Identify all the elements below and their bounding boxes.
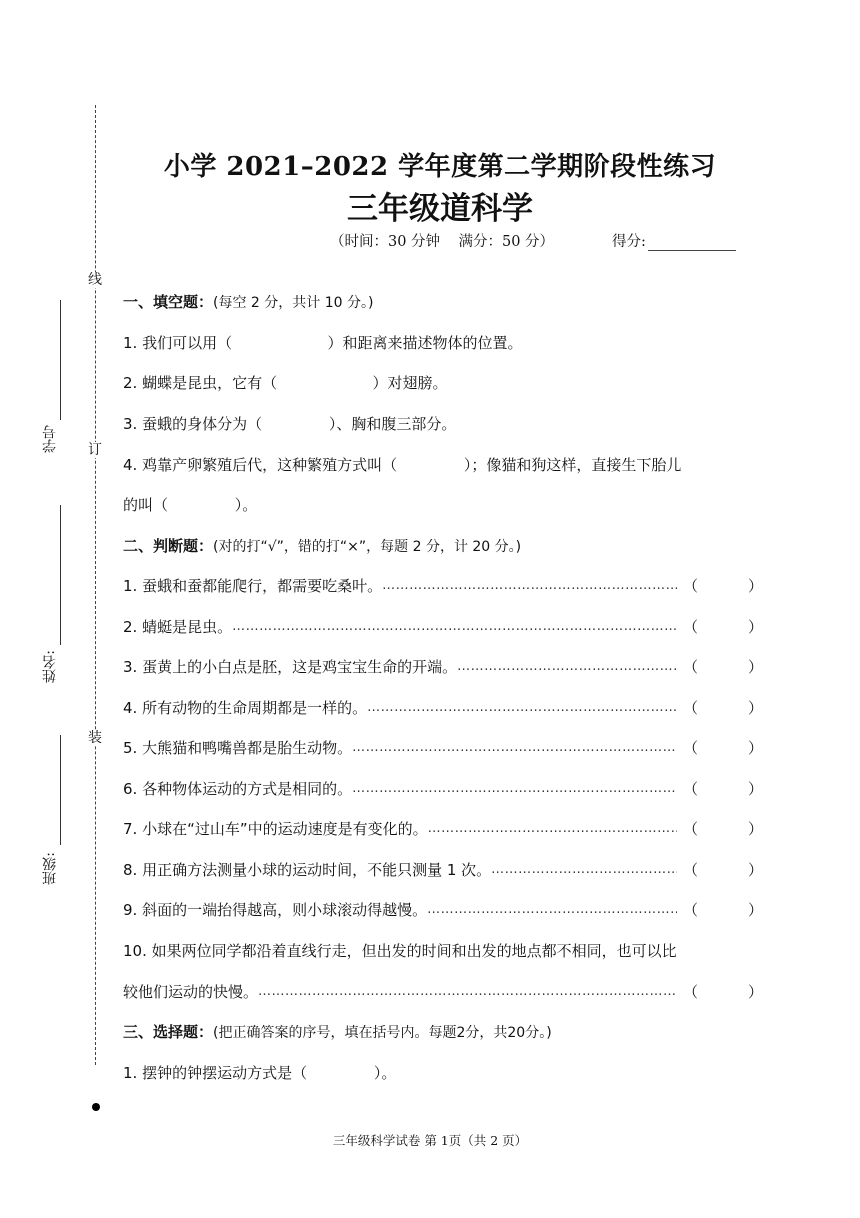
judge-q10-line1: 10. 如果两位同学都沿着直线行走，但出发的时间和出发的地点都不相同，也可以比 <box>123 942 677 960</box>
section3-heading: 三、选择题： <box>123 1023 214 1041</box>
section2-heading-row <box>123 536 521 557</box>
answer-paren[interactable]: （ ） <box>683 983 763 1001</box>
answer-paren[interactable]: （ ） <box>683 780 763 798</box>
judge-question: 8. 用正确方法测量小球的运动时间，不能只测量 1 次。 <box>123 861 492 879</box>
judge-question: 9. 斜面的一端抬得越高，则小球滚动得越慢。 <box>123 901 428 919</box>
name-line[interactable] <box>60 505 61 645</box>
class-label: 班级: <box>42 852 58 885</box>
judge-question: 4. 所有动物的生命周期都是一样的。 <box>123 699 368 717</box>
leader-dots <box>491 860 677 880</box>
exam-subtitle: 三年级道科学 <box>347 191 533 227</box>
fill-q2: 2. 蝴蝶是昆虫，它有（ ）对翅膀。 <box>123 374 448 392</box>
binding-dashed-line <box>95 105 96 1065</box>
section3-heading-row <box>123 1022 552 1043</box>
exam-meta: （时间：30 分钟 满分：50 分） <box>330 234 555 250</box>
fill-q3: 3. 蚕蛾的身体分为（ ）、胸和腹三部分。 <box>123 415 457 433</box>
score-label: 得分: <box>612 234 646 250</box>
leader-dots <box>352 779 677 799</box>
student-id-label: 学号 <box>42 425 58 453</box>
section2-note: (对的打“√”，错的打“×”，每题 2 分，计 20 分。) <box>213 539 522 555</box>
answer-paren[interactable]: （ ） <box>683 901 763 919</box>
bullet-dot <box>92 1103 100 1111</box>
fill-q4-line2: 的叫（ ）。 <box>123 496 258 514</box>
judge-q10-line2: 较他们运动的快慢。 <box>123 983 259 1001</box>
section3-note: (把正确答案的序号，填在括号内。每题2分，共20分。) <box>213 1025 552 1041</box>
judge-row <box>123 819 763 839</box>
fill-q4-line1: 4. 鸡靠产卵繁殖后代，这种繁殖方式叫（ ）；像猫和狗这样，直接生下胎儿 <box>123 456 682 474</box>
fill-q1: 1. 我们可以用（ ）和距离来描述物体的位置。 <box>123 334 523 352</box>
binding-mark-ding: 订 <box>88 442 102 458</box>
leader-dots <box>258 982 677 1002</box>
answer-paren[interactable]: （ ） <box>683 820 763 838</box>
judge-row <box>123 576 763 596</box>
leader-dots <box>427 900 677 920</box>
judge-row <box>123 657 763 677</box>
answer-paren[interactable]: （ ） <box>683 699 763 717</box>
student-id-line[interactable] <box>60 300 61 420</box>
leader-dots <box>367 698 677 718</box>
judge-row <box>123 982 763 1002</box>
judge-question: 7. 小球在“过山车”中的运动速度是有变化的。 <box>123 820 428 838</box>
exam-title: 小学 2021–2022 学年度第二学期阶段性练习 <box>163 152 717 182</box>
answer-paren[interactable]: （ ） <box>683 618 763 636</box>
judge-row <box>123 698 763 718</box>
leader-dots <box>352 738 677 758</box>
leader-dots <box>428 819 677 839</box>
section2-heading: 二、判断题： <box>123 537 214 555</box>
leader-dots <box>232 617 677 637</box>
name-label: 姓名: <box>42 650 58 683</box>
binding-mark-zhuang: 装 <box>88 730 102 746</box>
binding-mark-xian: 线 <box>88 272 102 288</box>
judge-row <box>123 900 763 920</box>
answer-paren[interactable]: （ ） <box>683 739 763 757</box>
judge-question: 5. 大熊猫和鸭嘴兽都是胎生动物。 <box>123 739 353 757</box>
leader-dots <box>457 657 677 677</box>
judge-question: 6. 各种物体运动的方式是相同的。 <box>123 780 353 798</box>
judge-row <box>123 779 763 799</box>
section1-heading-row <box>123 292 373 313</box>
judge-row <box>123 617 763 637</box>
page-footer: 三年级科学试卷 第 1页（共 2 页） <box>332 1133 528 1148</box>
answer-paren[interactable]: （ ） <box>683 577 763 595</box>
judge-row <box>123 860 763 880</box>
judge-question: 1. 蚕蛾和蚕都能爬行，都需要吃桑叶。 <box>123 577 383 595</box>
choice-q1: 1. 摆钟的钟摆运动方式是（ ）。 <box>123 1064 397 1082</box>
judge-question: 2. 蜻蜓是昆虫。 <box>123 618 233 636</box>
judge-row <box>123 738 763 758</box>
class-line[interactable] <box>60 735 61 845</box>
section1-note: (每空 2 分，共计 10 分。) <box>213 295 374 311</box>
leader-dots <box>382 576 677 596</box>
score-field[interactable] <box>612 230 736 251</box>
judge-question: 3. 蛋黄上的小白点是胚，这是鸡宝宝生命的开端。 <box>123 658 458 676</box>
score-blank[interactable] <box>648 236 736 251</box>
answer-paren[interactable]: （ ） <box>683 861 763 879</box>
answer-paren[interactable]: （ ） <box>683 658 763 676</box>
section1-heading: 一、填空题： <box>123 293 214 311</box>
